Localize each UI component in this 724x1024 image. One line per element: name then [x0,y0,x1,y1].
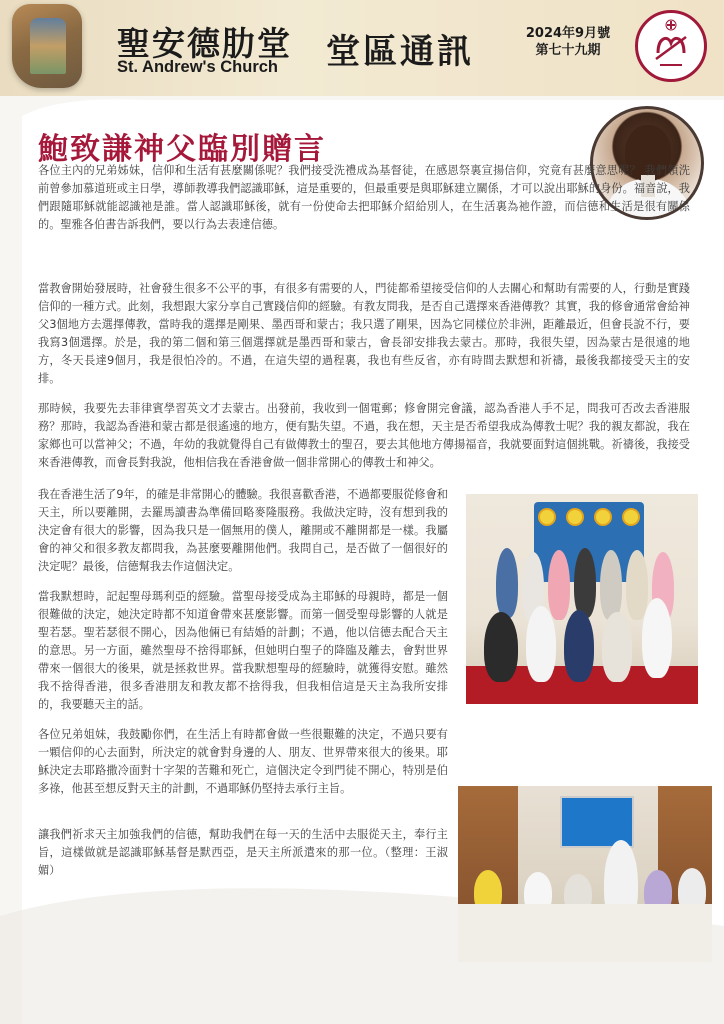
person [484,612,518,682]
issue-number: 第七十九期 [535,43,601,58]
church-emblem-image [12,4,82,88]
flower-decoration [594,508,612,526]
article-title: 鮑致謙神父臨別贈言 [38,132,326,167]
person [564,610,594,682]
newsletter-header [0,0,724,96]
article-paragraph-5: 當我默想時，記起聖母瑪利亞的經驗。當聖母接受成為主耶穌的母親時，都是一個很難做的決定，她決定時都不知道會帶來甚麼影響。而第一個受聖母影響的人就是聖若瑟。聖若瑟很不開心，因為他倆已有結婚的計劃；不過，他以信德去配合天主的意思。另一方面，雖然聖母不捨得耶穌，但她明白聖子的降臨及離去，會對世界帶來一個很大的後果，就是拯救世界。當我默想聖母的經驗時，就獲得安慰。雖然我不捨得香港，很多香港朋友和教友都不捨得我，但我相信這是天主為我所安排的，我要聽天主的話。 [38,590,448,711]
person [548,550,570,620]
person [496,548,518,618]
classroom-photo [458,786,712,962]
person [526,606,556,682]
article-paragraph-6: 各位兄弟姐妹，我鼓勵你們，在生活上有時都會做一些很艱難的決定，不過只要有一顆信仰的心去面對，所決定的就會對身邊的人、朋友、世界帶來很大的後果。耶穌決定去耶路撒冷面對十字架的苦難和死亡，這個決定令到門徒不開心，特別是伯多祿，他甚至想反對天主的計劃，不過耶穌仍堅持去承行主旨。 [38,728,448,795]
flower-decoration [622,508,640,526]
flower-decoration [538,508,556,526]
article-paragraph-7: 讓我們祈求天主加強我們的信德，幫助我們在每一天的生活中去服從天主，奉行主旨，這樣做就是認識耶穌基督是默西亞，是天主所派遣來的那一位。（整理：王淑媚） [38,828,448,877]
stained-glass-figure [30,18,66,74]
article-paragraph-2: 當教會開始發展時，社會發生很多不公平的事，有很多有需要的人，門徒都希望接受信仰的人去關心和幫助有需要的人，行動是實踐信仰的一種方式。此刻，我想跟大家分享自己實踐信仰的經驗。有教友問我，是否自己選擇來香港傳教？其實，我的修會通常會給神父3個地方去選擇傳教，當時我的選擇是剛果、墨西哥和蒙古；我只選了剛果，因為它同樣位於非洲，距離最近，但會長說不行，要我寫3個選擇。於是，我的第二個和第三個選擇就是墨西哥和蒙古，會長卻安排我去蒙古。那時，我很失望，因為蒙古是很遠的地方，冬天長達9個月，我是很怕冷的。不過，在這失望的過程裏，我也有些反省，亦有時間去默想和祈禱，最後我都接受天主的安排。 [38,282,690,385]
issue-info [524,25,612,59]
person [602,612,632,682]
issue-date: 2024年9月號 [525,26,611,41]
article-paragraph-3: 那時候，我要先去菲律賓學習英文才去蒙古。出發前，我收到一個電郵；修會開完會議，認為香港人手不足，問我可否改去香港服務？那時，我認為香港和蒙古都是很遙遠的地方，便有點失望。不過，我在想，天主是否希望我成為傳教士呢？我的親友都說，我在家鄉也可以當神父；不過，年幼的我就覺得自己有做傳教士的聖召，要去其他地方傳揚福音，我就要面對這個挑戰。祈禱後，我接受來香港傳教，而會長對我說，他相信我在香港會做一個非常開心的傳教士和神父。 [38,402,690,469]
parish-logo-icon [635,10,707,82]
person [642,598,672,678]
person [626,550,648,620]
person [574,548,596,618]
article-paragraph-4: 我在香港生活了9年，的確是非常開心的體驗。我很喜歡香港，不過都要服從修會和天主，所以要離開，去羅馬讀書為準備回略麥隆服務。我做決定時，沒有想到我的決定會有很大的影響，因為我只是一個無用的僕人，離開或不離開都是一樣。我屬會的神父和很多教友都問我，為甚麼要離開他們。我問自己，是否做了一個很好的決定呢？最後，信德幫我去作這個決定。 [38,488,448,573]
church-name-english: St. Andrew's Church [117,58,278,76]
flower-decoration [566,508,584,526]
church-name-chinese: 聖安德肋堂 [117,24,292,63]
newsletter-title: 堂區通訊 [326,32,474,72]
group-photo [466,494,698,704]
table [458,904,712,962]
person [600,550,622,620]
article-paragraph-1: 各位主內的兄弟姊妹，信仰和生活有甚麼關係呢？我們接受洗禮成為基督徒，在感恩祭裏宣揚信仰，究竟有甚麼意思呢？ 我們領洗前曾參加慕道班或主日學，導師教導我們認識耶穌，這是重要的，但最重要是與耶穌建立關係，才可以說出耶穌的身份。福音說，我們跟隨耶穌就能認識祂是誰。當人認識耶穌後，就有一份使命去把耶穌介紹給別人，在生活裏為祂作證，而信德和生活是很有關係的。聖雅各伯書告訴我們，要以行為去表達信德。 [38,164,690,231]
